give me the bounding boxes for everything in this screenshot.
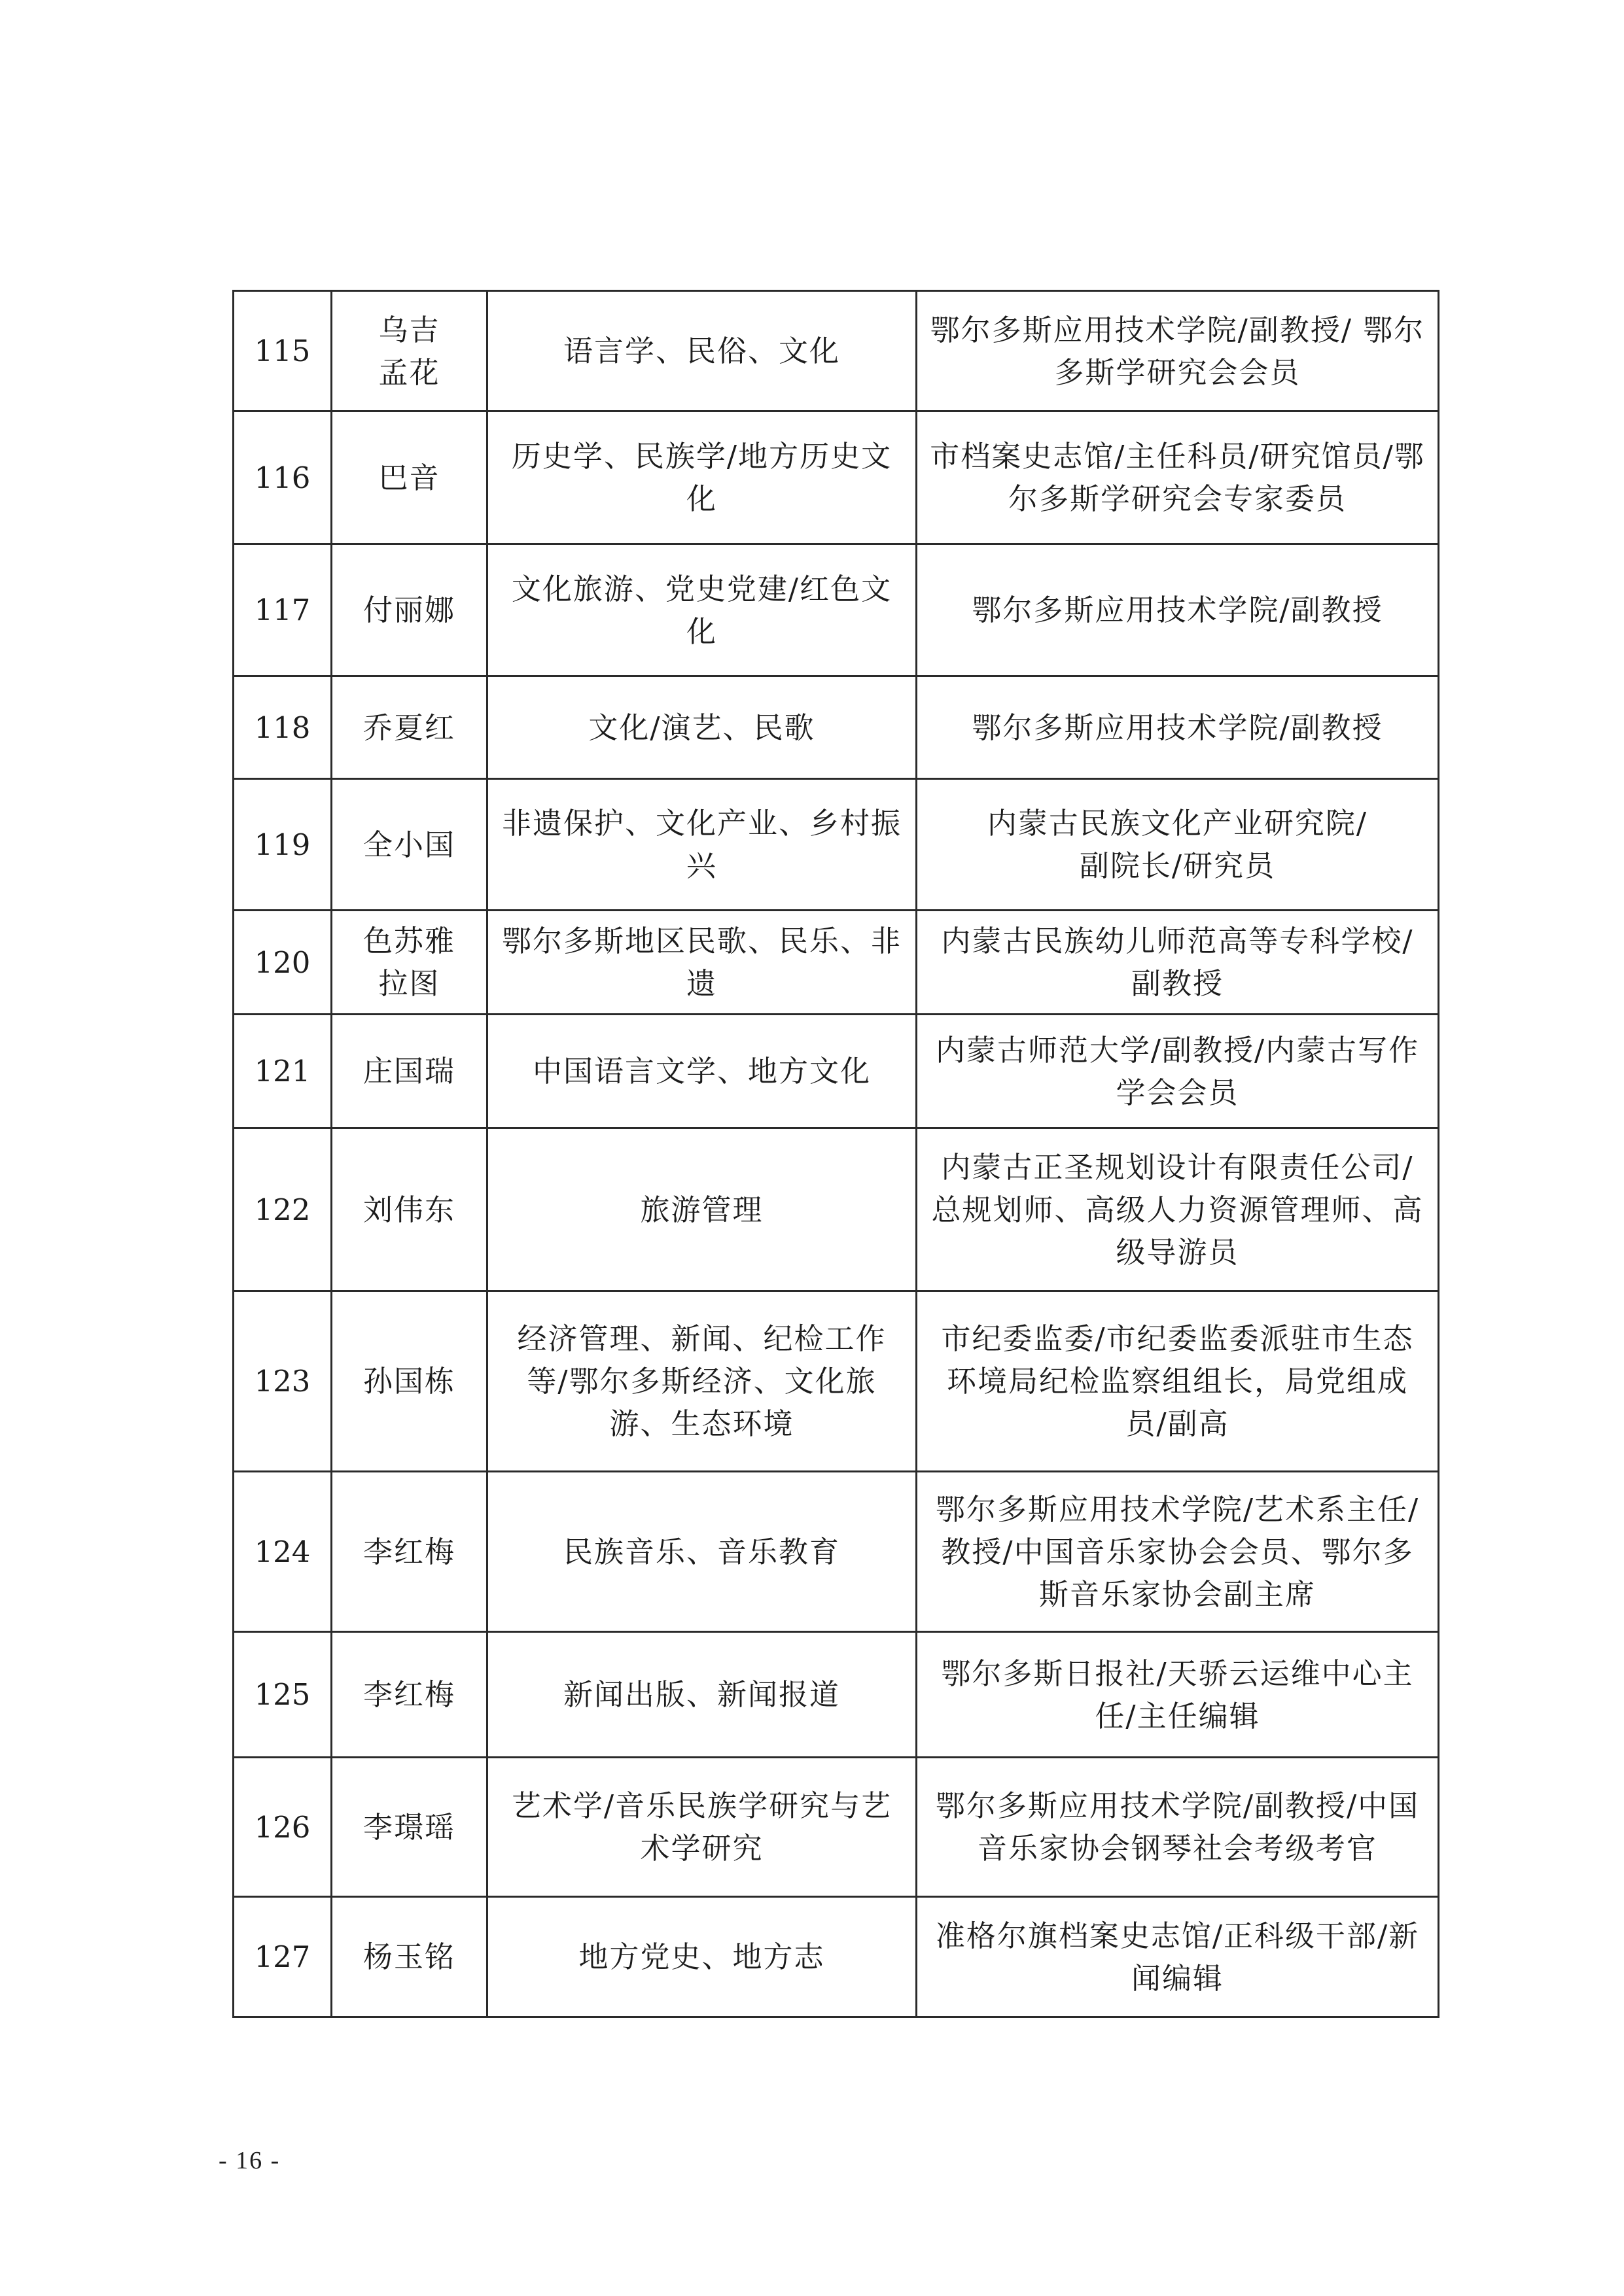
expert-name: 乔夏红 bbox=[332, 676, 487, 779]
table-row bbox=[234, 1291, 1439, 1472]
expertise-field: 新闻出版、新闻报道 bbox=[487, 1632, 917, 1758]
table-row bbox=[234, 779, 1439, 911]
expert-name: 刘伟东 bbox=[332, 1128, 487, 1291]
row-number: 121 bbox=[234, 1015, 332, 1128]
expertise-field: 文化/演艺、民歌 bbox=[487, 676, 917, 779]
expertise-field: 语言学、民俗、文化 bbox=[487, 291, 917, 411]
row-number: 115 bbox=[234, 291, 332, 411]
expert-name: 巴音 bbox=[332, 411, 487, 544]
row-number: 120 bbox=[234, 911, 332, 1015]
table-row bbox=[234, 1015, 1439, 1128]
roster-body bbox=[234, 291, 1439, 2017]
table-row bbox=[234, 911, 1439, 1015]
expert-name: 李红梅 bbox=[332, 1632, 487, 1758]
table-row bbox=[234, 1632, 1439, 1758]
expertise-field: 中国语言文学、地方文化 bbox=[487, 1015, 917, 1128]
row-number: 126 bbox=[234, 1758, 332, 1897]
expertise-field: 历史学、民族学/地方历史文化 bbox=[487, 411, 917, 544]
row-number: 116 bbox=[234, 411, 332, 544]
table-row bbox=[234, 544, 1439, 676]
row-number: 117 bbox=[234, 544, 332, 676]
expertise-field: 艺术学/音乐民族学研究与艺术学研究 bbox=[487, 1758, 917, 1897]
work-unit-title: 内蒙古民族幼儿师范高等专科学校/副教授 bbox=[917, 911, 1439, 1015]
table-row bbox=[234, 291, 1439, 411]
table-row bbox=[234, 1472, 1439, 1632]
expert-name: 李璟瑶 bbox=[332, 1758, 487, 1897]
expert-name: 全小国 bbox=[332, 779, 487, 911]
row-number: 124 bbox=[234, 1472, 332, 1632]
row-number: 127 bbox=[234, 1897, 332, 2017]
expertise-field: 非遗保护、文化产业、乡村振兴 bbox=[487, 779, 917, 911]
expertise-field: 地方党史、地方志 bbox=[487, 1897, 917, 2017]
work-unit-title: 内蒙古正圣规划设计有限责任公司/总规划师、高级人力资源管理师、高级导游员 bbox=[917, 1128, 1439, 1291]
work-unit-title: 市纪委监委/市纪委监委派驻市生态环境局纪检监察组组长，局党组成员/副高 bbox=[917, 1291, 1439, 1472]
expertise-field: 经济管理、新闻、纪检工作等/鄂尔多斯经济、文化旅游、生态环境 bbox=[487, 1291, 917, 1472]
expert-name: 李红梅 bbox=[332, 1472, 487, 1632]
expert-name: 付丽娜 bbox=[332, 544, 487, 676]
row-number: 119 bbox=[234, 779, 332, 911]
expertise-field: 民族音乐、音乐教育 bbox=[487, 1472, 917, 1632]
work-unit-title: 内蒙古民族文化产业研究院/ 副院长/研究员 bbox=[917, 779, 1439, 911]
row-number: 123 bbox=[234, 1291, 332, 1472]
expert-name: 乌吉 孟花 bbox=[332, 291, 487, 411]
table-row bbox=[234, 1758, 1439, 1897]
expert-roster-table bbox=[232, 290, 1439, 2018]
table-row bbox=[234, 676, 1439, 779]
expert-name: 杨玉铭 bbox=[332, 1897, 487, 2017]
work-unit-title: 内蒙古师范大学/副教授/内蒙古写作学会会员 bbox=[917, 1015, 1439, 1128]
work-unit-title: 准格尔旗档案史志馆/正科级干部/新闻编辑 bbox=[917, 1897, 1439, 2017]
work-unit-title: 鄂尔多斯日报社/天骄云运维中心主任/主任编辑 bbox=[917, 1632, 1439, 1758]
expertise-field: 旅游管理 bbox=[487, 1128, 917, 1291]
expertise-field: 鄂尔多斯地区民歌、民乐、非遗 bbox=[487, 911, 917, 1015]
work-unit-title: 鄂尔多斯应用技术学院/副教授 bbox=[917, 676, 1439, 779]
work-unit-title: 鄂尔多斯应用技术学院/副教授/ 鄂尔多斯学研究会会员 bbox=[917, 291, 1439, 411]
work-unit-title: 鄂尔多斯应用技术学院/副教授/中国音乐家协会钢琴社会考级考官 bbox=[917, 1758, 1439, 1897]
work-unit-title: 鄂尔多斯应用技术学院/副教授 bbox=[917, 544, 1439, 676]
table-row bbox=[234, 1897, 1439, 2017]
work-unit-title: 市档案史志馆/主任科员/研究馆员/鄂尔多斯学研究会专家委员 bbox=[917, 411, 1439, 544]
row-number: 118 bbox=[234, 676, 332, 779]
page-number: - 16 - bbox=[219, 2147, 281, 2174]
expert-name: 庄国瑞 bbox=[332, 1015, 487, 1128]
row-number: 122 bbox=[234, 1128, 332, 1291]
table-row bbox=[234, 1128, 1439, 1291]
table-row bbox=[234, 411, 1439, 544]
work-unit-title: 鄂尔多斯应用技术学院/艺术系主任/教授/中国音乐家协会会员、鄂尔多斯音乐家协会副主席 bbox=[917, 1472, 1439, 1632]
expert-name: 色苏雅 拉图 bbox=[332, 911, 487, 1015]
expertise-field: 文化旅游、党史党建/红色文化 bbox=[487, 544, 917, 676]
row-number: 125 bbox=[234, 1632, 332, 1758]
expert-name: 孙国栋 bbox=[332, 1291, 487, 1472]
